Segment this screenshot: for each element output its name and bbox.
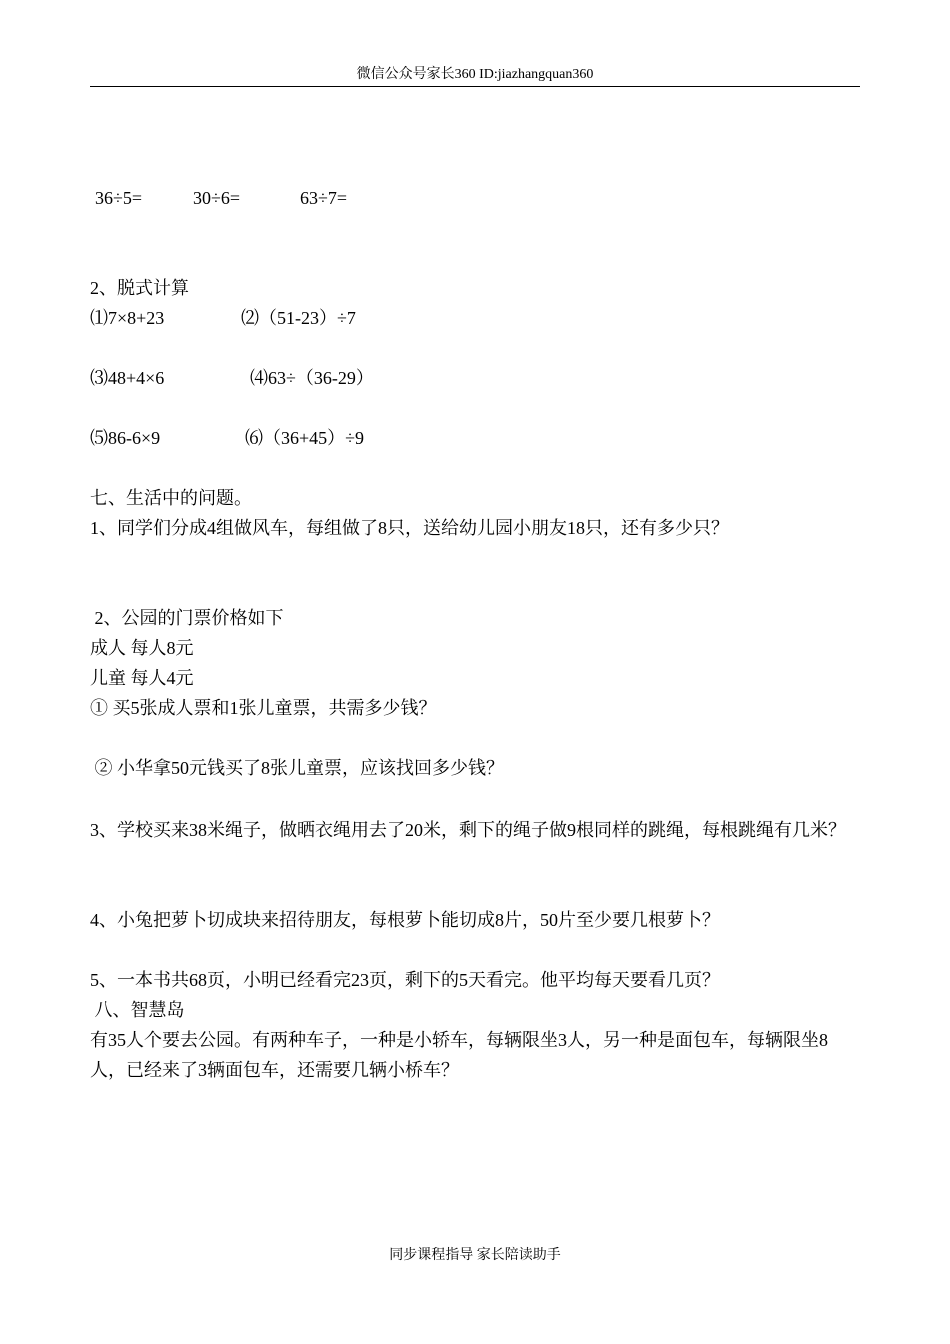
question: 4、小兔把萝卜切成块来招待朋友，每根萝卜能切成8片，50片至少要几根萝卜？ [90,910,720,930]
question: 3、学校买来38米绳子，做晒衣绳用去了20米，剩下的绳子做9根同样的跳绳，每根跳绳有几米？ [90,820,846,840]
section-title: 八、智慧岛 [90,1000,185,1020]
sub-question: ② 小华拿50元钱买了8张儿童票，应该找回多少钱？ [90,758,504,778]
section-title: 七、生活中的问题。 [90,488,252,508]
problem: ⑷63÷（36-29） [250,368,374,388]
division-item: 30÷6= [193,188,241,208]
page-footer: 同步课程指导 家长陪读助手 [389,1248,561,1263]
problem: ⑴7×8+23 [90,308,165,328]
section-title: 2、脱式计算 [90,278,189,298]
problem: ⑹（36+45）÷9 [245,428,365,448]
division-item: 63÷7= [300,188,348,208]
sub-question: ① 买5张成人票和1张儿童票，共需多少钱？ [90,698,437,718]
problem: ⑶48+4×6 [90,368,165,388]
division-item: 36÷5= [95,188,143,208]
question: 5、一本书共68页，小明已经看完23页，剩下的5天看完。他平均每天要看几页？ [90,970,720,990]
question: 有35人个要去公园。有两种车子，一种是小轿车，每辆限坐3人，另一种是面包车，每辆限坐8人，已经来了3辆面包车，还需要几辆小桥车？ [90,1030,828,1080]
problem: ⑵（51-23）÷7 [241,308,356,328]
price-item: 成人 每人8元 [90,638,194,658]
question: 1、同学们分成4组做风车，每组做了8只，送给幼儿园小朋友18只，还有多少只？ [90,518,729,538]
question: 2、公园的门票价格如下 [90,608,284,628]
page-header: 微信公众号家长360 ID:jiazhangquan360 [90,64,860,87]
problem: ⑸86-6×9 [90,428,161,448]
price-item: 儿童 每人4元 [90,668,194,688]
